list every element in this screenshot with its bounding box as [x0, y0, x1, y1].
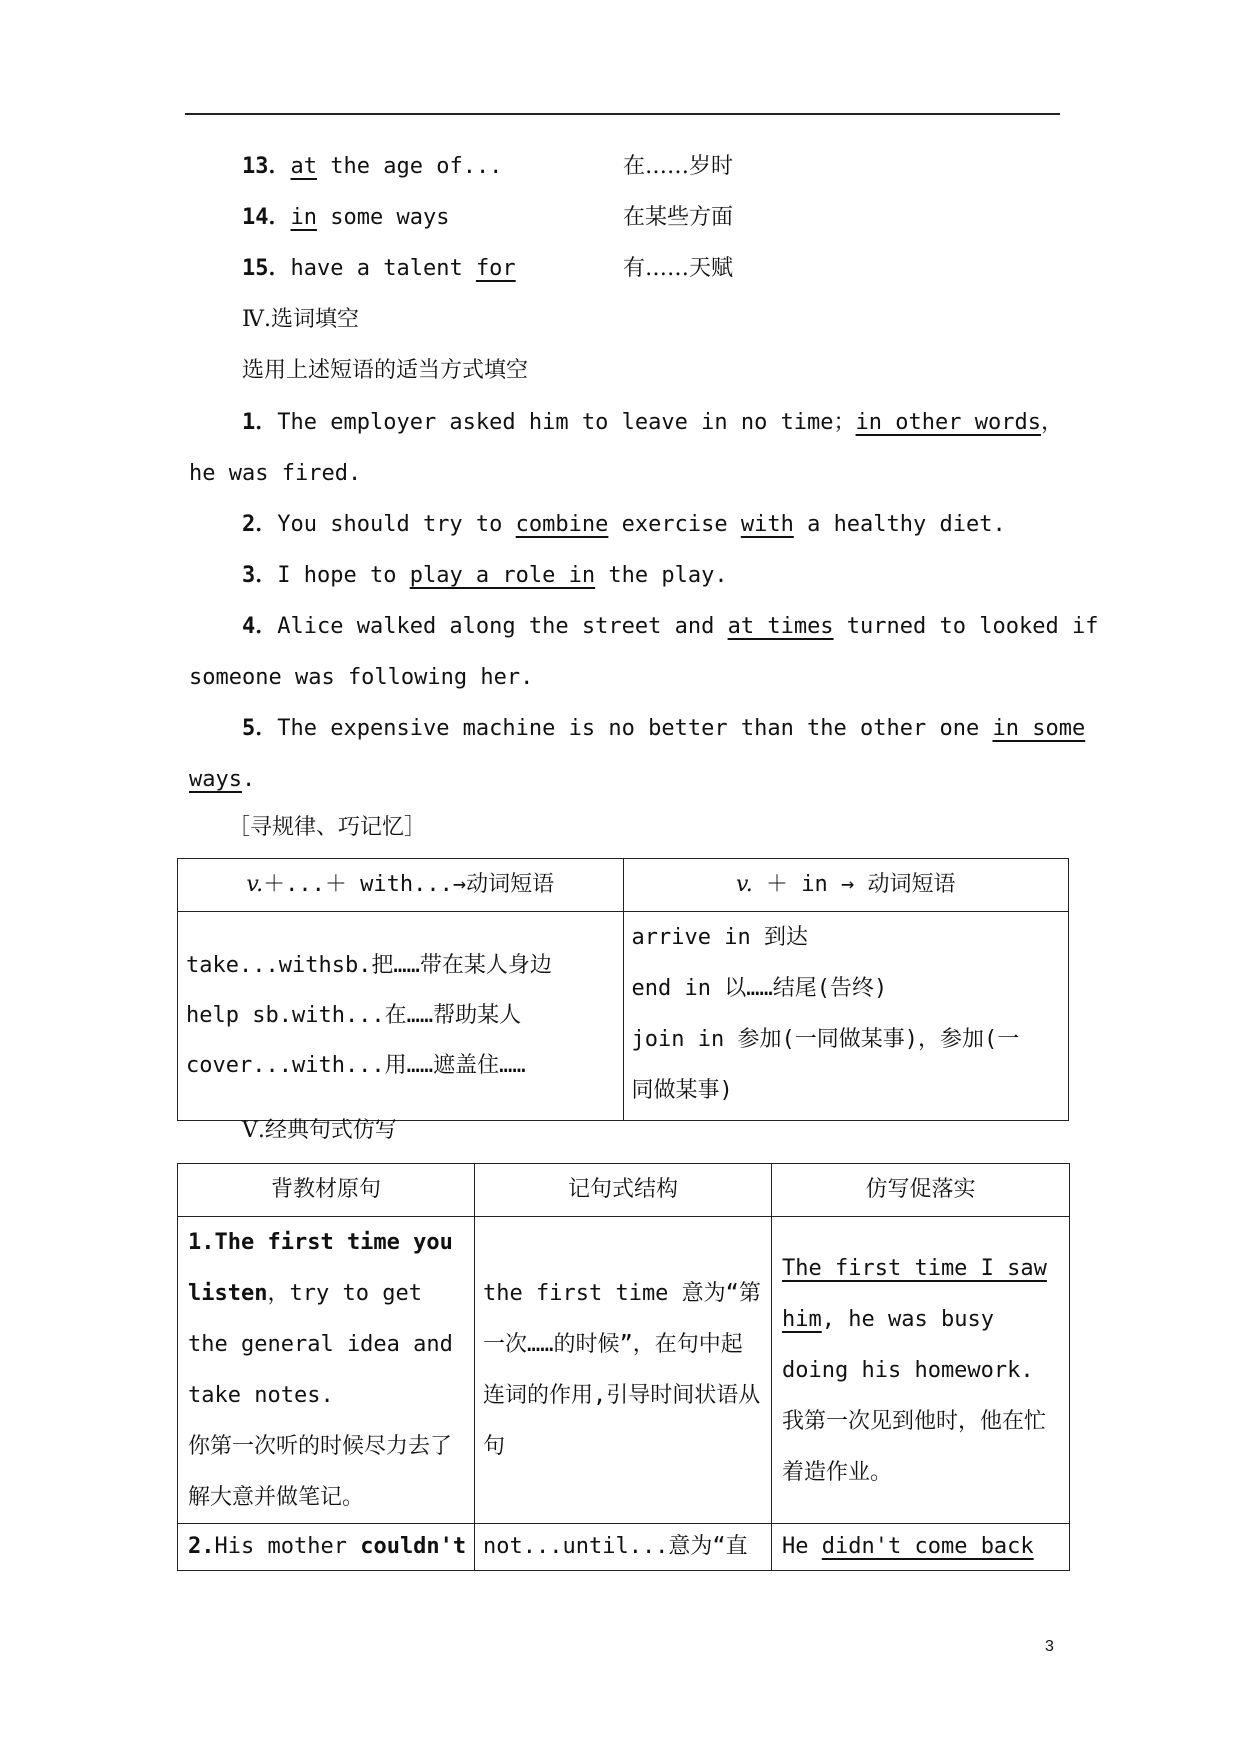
memory-left-item: cover...with...用……遮盖住……: [186, 1053, 526, 1078]
phrase-15-cn: 有……天赋: [623, 256, 734, 281]
sentence-header-original: 背教材原句: [178, 1164, 475, 1217]
memory-left-cell: [178, 912, 624, 1121]
fill-item-5: 5．The expensive machine is no better than the other one in some: [242, 716, 1086, 741]
fill-item-4: 4．Alice walked along the street and at times turned to looked if: [242, 614, 1099, 639]
row1-imitation: The first time I saw him, he was busy doing his homework. 我第一次见到他时，他在忙着造作业。: [772, 1217, 1070, 1524]
sentence-table: [177, 1163, 1070, 1571]
row2-imitation: He didn't come back: [772, 1524, 1070, 1571]
fill-item-1: 1．The employer asked him to leave in no time；in other words，: [242, 410, 1063, 435]
phrase-14: 14．in some ways: [242, 205, 450, 230]
fill-item-5-cont: ways.: [189, 767, 256, 792]
fill-item-3: 3．I hope to play a role in the play.: [242, 563, 728, 588]
memory-right-item: 同做某事): [631, 1078, 733, 1103]
memory-right-item: join in 参加(一同做某事)，参加(一: [631, 1027, 1020, 1052]
memory-right-cell: [623, 912, 1069, 1121]
row2-structure: not...until...意为“直: [475, 1524, 772, 1571]
memory-right-item: arrive in 到达: [631, 925, 808, 950]
row1-original: 1.The first time you listen，try to get the general idea and take notes. 你第一次听的时候尽力去了解大意并做笔记。: [178, 1217, 475, 1524]
sentence-header-imitation: 仿写促落实: [772, 1164, 1070, 1217]
phrase-13: 13．at the age of...: [242, 154, 503, 179]
memory-title: ［寻规律、巧记忆］: [228, 815, 427, 840]
memory-header-left: v.＋...＋ with...→动词短语: [178, 859, 624, 912]
fill-item-4-cont: someone was following her.: [189, 665, 534, 690]
section-4-instruction: 选用上述短语的适当方式填空: [242, 358, 529, 383]
memory-table: [177, 858, 1069, 1121]
memory-right-item: end in 以……结尾(告终): [631, 976, 888, 1001]
phrase-13-cn: 在……岁时: [623, 154, 734, 179]
section-4-title: Ⅳ.选词填空: [242, 307, 359, 332]
header-rule: [185, 113, 1060, 115]
fill-item-1-cont: he was fired.: [189, 461, 362, 486]
phrase-14-cn: 在某些方面: [623, 205, 734, 230]
row2-original: 2.His mother couldn't: [178, 1524, 475, 1571]
page-number: 3: [1045, 1638, 1054, 1655]
phrase-15: 15．have a talent for: [242, 256, 516, 281]
fill-item-2: 2．You should try to combine exercise with a healthy diet.: [242, 512, 1006, 537]
row1-structure: the first time 意为“第一次……的时候”，在句中起连词的作用,引导时间状语从句: [475, 1217, 772, 1524]
sentence-header-structure: 记句式结构: [475, 1164, 772, 1217]
memory-left-item: take...withsb.把……带在某人身边: [186, 953, 552, 978]
section-5-title: Ⅴ.经典句式仿写: [242, 1118, 397, 1143]
memory-header-right: v. ＋ in → 动词短语: [623, 859, 1069, 912]
memory-left-item: help sb.with...在……帮助某人: [186, 1003, 522, 1028]
